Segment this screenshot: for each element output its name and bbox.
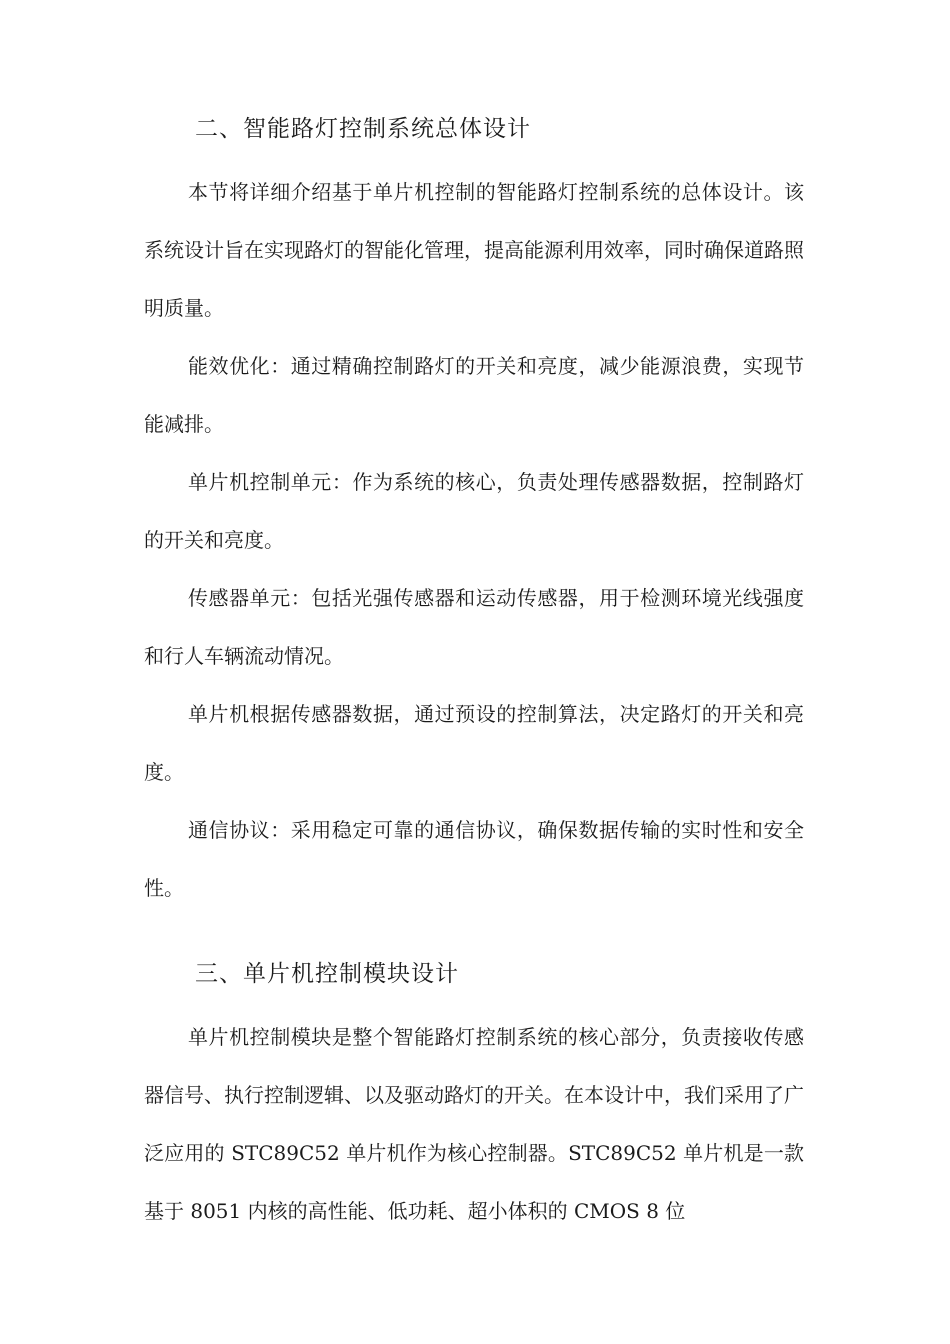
paragraph-intro: 本节将详细介绍基于单片机控制的智能路灯控制系统的总体设计。该系统设计旨在实现路灯的智能化管理，提高能源利用效率，同时确保道路照明质量。 — [144, 180, 804, 320]
section-heading-2: 二、智能路灯控制系统总体设计 — [195, 116, 531, 142]
paragraph-mcu-module: 单片机控制模块是整个智能路灯控制系统的核心部分，负责接收传感器信号、执行控制逻辑、以及驱动路灯的开关。在本设计中，我们采用了广泛应用的 STC89C52 单片机作为核心控制器。STC89C52 单片机是一款基于 8051 内核的高性能、低功耗、超小体积的 CMOS 8 位 — [144, 1025, 804, 1223]
paragraph-sensor-unit: 传感器单元：包括光强传感器和运动传感器，用于检测环境光线强度和行人车辆流动情况。 — [144, 586, 804, 668]
paragraph-control-algorithm: 单片机根据传感器数据，通过预设的控制算法，决定路灯的开关和亮度。 — [144, 702, 804, 784]
section-heading-3: 三、单片机控制模块设计 — [195, 961, 459, 987]
paragraph-mcu-unit: 单片机控制单元：作为系统的核心，负责处理传感器数据，控制路灯的开关和亮度。 — [144, 470, 804, 552]
paragraph-efficiency: 能效优化：通过精确控制路灯的开关和亮度，减少能源浪费，实现节能减排。 — [144, 354, 804, 436]
paragraph-protocol: 通信协议：采用稳定可靠的通信协议，确保数据传输的实时性和安全性。 — [144, 818, 804, 900]
